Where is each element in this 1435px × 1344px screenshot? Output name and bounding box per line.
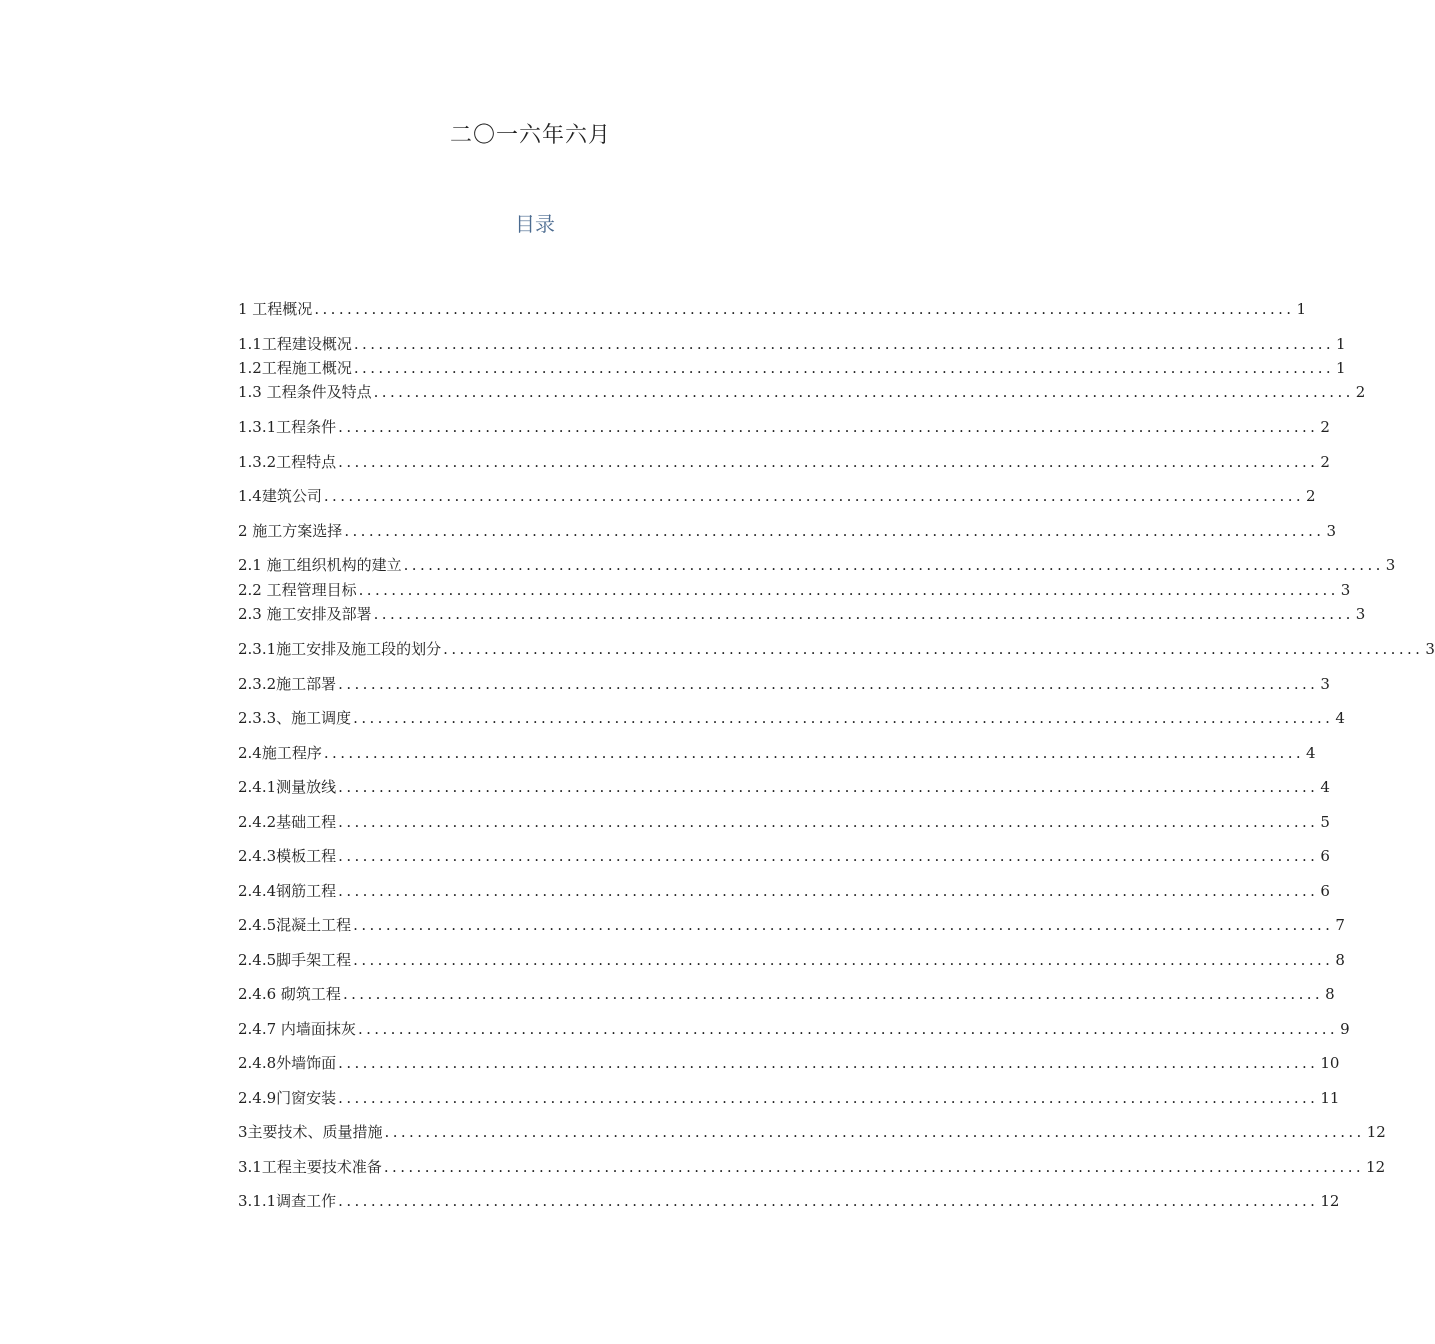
document-date: 二〇一六年六月: [450, 123, 612, 148]
toc-entry[interactable]: [238, 1121, 1386, 1143]
toc-leader-dots: ........................................................................................................................: [314, 300, 1295, 318]
toc-entry[interactable]: [238, 579, 1351, 601]
toc-leader-dots: ........................................................................................................................: [357, 1020, 1339, 1038]
toc-leader-dots: ........................................................................................................................: [443, 640, 1424, 658]
toc-entry[interactable]: [238, 298, 1307, 320]
toc-page-number: 12: [1366, 1123, 1386, 1141]
toc-page-number: 3: [1355, 605, 1366, 623]
toc-page-number: 3: [1340, 581, 1351, 599]
toc-entry-text: 2 施工方案选择: [238, 522, 343, 540]
toc-page-number: 2: [1320, 453, 1330, 471]
toc-title: 目录: [515, 212, 555, 236]
toc-entry[interactable]: [238, 1018, 1350, 1040]
toc-entry-text: 2.4.1测量放线: [238, 778, 337, 796]
toc-leader-dots: ........................................................................................................................: [373, 605, 1354, 623]
toc-page-number: 4: [1306, 744, 1316, 762]
toc-leader-dots: ........................................................................................................................: [338, 1089, 1319, 1107]
toc-entry-text: 1.4建筑公司: [238, 487, 322, 505]
toc-entry[interactable]: [238, 451, 1330, 473]
toc-leader-dots: ........................................................................................................................: [353, 916, 1334, 934]
toc-page-number: 8: [1325, 985, 1335, 1003]
toc-entry-text: 3.1工程主要技术准备: [238, 1158, 382, 1176]
toc-leader-dots: ........................................................................................................................: [338, 1192, 1319, 1210]
toc-page-number: 1: [1336, 359, 1346, 377]
toc-entry[interactable]: [238, 1190, 1340, 1212]
toc-entry-text: 2.4.3模板工程: [238, 847, 337, 865]
toc-entry-text: 2.2 工程管理目标: [238, 581, 357, 599]
toc-entry[interactable]: [238, 983, 1335, 1005]
toc-leader-dots: ........................................................................................................................: [338, 1054, 1319, 1072]
toc-entry-text: 3主要技术、质量措施: [238, 1123, 383, 1141]
toc-entry[interactable]: [238, 416, 1330, 438]
toc-page-number: 2: [1355, 383, 1366, 401]
toc-page-number: 7: [1335, 916, 1345, 934]
toc-page-number: 6: [1320, 882, 1330, 900]
toc-leader-dots: ........................................................................................................................: [338, 418, 1319, 436]
toc-entry[interactable]: [238, 742, 1316, 764]
toc-entry-text: 2.4.5混凝土工程: [238, 916, 352, 934]
toc-leader-dots: ........................................................................................................................: [353, 359, 1335, 377]
toc-page-number: 5: [1320, 813, 1330, 831]
toc-entry-text: 1.3.1工程条件: [238, 418, 337, 436]
toc-entry-text: 2.4.4钢筋工程: [238, 882, 337, 900]
toc-entry[interactable]: [238, 845, 1330, 867]
toc-entry-text: 1.1工程建设概况: [238, 335, 352, 353]
toc-entry-text: 1.3.2工程特点: [238, 453, 337, 471]
toc-entry-text: 2.4.6 砌筑工程: [238, 985, 341, 1003]
toc-leader-dots: ........................................................................................................................: [353, 951, 1334, 969]
toc-leader-dots: ........................................................................................................................: [323, 744, 1305, 762]
toc-page-number: 8: [1335, 951, 1345, 969]
toc-page-number: 11: [1320, 1089, 1340, 1107]
toc-entry[interactable]: [238, 776, 1330, 798]
toc-entry-text: 2.3.3、施工调度: [238, 709, 352, 727]
toc-leader-dots: ........................................................................................................................: [353, 709, 1334, 727]
toc-leader-dots: ........................................................................................................................: [338, 813, 1319, 831]
toc-entry[interactable]: [238, 811, 1330, 833]
toc-page-number: 2: [1306, 487, 1316, 505]
toc-entry-text: 1.3 工程条件及特点: [238, 383, 372, 401]
table-of-contents: [238, 0, 1435, 1344]
toc-entry[interactable]: [238, 520, 1337, 542]
toc-leader-dots: ........................................................................................................................: [323, 487, 1305, 505]
toc-entry-text: 2.4.5脚手架工程: [238, 951, 352, 969]
toc-entry[interactable]: [238, 357, 1346, 379]
toc-entry[interactable]: [238, 673, 1330, 695]
toc-page-number: 4: [1335, 709, 1345, 727]
toc-page-number: 3: [1425, 640, 1435, 658]
toc-page-number: 12: [1366, 1158, 1386, 1176]
toc-entry[interactable]: [238, 333, 1346, 355]
toc-entry-text: 3.1.1调查工作: [238, 1192, 337, 1210]
toc-leader-dots: ........................................................................................................................: [383, 1158, 1365, 1176]
toc-page-number: 9: [1340, 1020, 1350, 1038]
toc-entry-text: 2.4.2基础工程: [238, 813, 337, 831]
toc-entry[interactable]: [238, 381, 1366, 403]
toc-page-number: 12: [1320, 1192, 1340, 1210]
toc-entry-text: 2.4施工程序: [238, 744, 322, 762]
toc-entry-text: 2.3.2施工部署: [238, 675, 337, 693]
toc-entry[interactable]: [238, 485, 1316, 507]
toc-leader-dots: ........................................................................................................................: [338, 453, 1319, 471]
toc-page-number: 6: [1320, 847, 1330, 865]
toc-leader-dots: ........................................................................................................................: [338, 847, 1319, 865]
toc-leader-dots: ........................................................................................................................: [338, 675, 1319, 693]
toc-entry-text: 2.4.9门窗安装: [238, 1089, 337, 1107]
toc-entry[interactable]: [238, 880, 1330, 902]
toc-entry-text: 2.1 施工组织机构的建立: [238, 556, 402, 574]
toc-entry[interactable]: [238, 603, 1366, 625]
toc-entry-text: 1 工程概况: [238, 300, 313, 318]
toc-entry[interactable]: [238, 638, 1435, 660]
toc-entry[interactable]: [238, 1156, 1386, 1178]
toc-page-number: 4: [1320, 778, 1330, 796]
toc-leader-dots: ........................................................................................................................: [338, 778, 1319, 796]
toc-page-number: 1: [1296, 300, 1307, 318]
toc-leader-dots: ........................................................................................................................: [384, 1123, 1365, 1141]
toc-leader-dots: ........................................................................................................................: [342, 985, 1324, 1003]
toc-entry-text: 2.4.7 内墙面抹灰: [238, 1020, 356, 1038]
toc-entry[interactable]: [238, 707, 1345, 729]
toc-leader-dots: ........................................................................................................................: [338, 882, 1319, 900]
toc-page-number: 3: [1326, 522, 1337, 540]
toc-entry[interactable]: [238, 949, 1345, 971]
toc-leader-dots: ........................................................................................................................: [344, 522, 1325, 540]
toc-leader-dots: ........................................................................................................................: [358, 581, 1339, 599]
toc-page-number: 10: [1320, 1054, 1340, 1072]
toc-entry[interactable]: [238, 914, 1345, 936]
toc-entry-text: 2.3 施工安排及部署: [238, 605, 372, 623]
toc-entry[interactable]: [238, 1087, 1340, 1109]
toc-entry[interactable]: [238, 554, 1396, 576]
toc-page-number: 3: [1320, 675, 1330, 693]
toc-page-number: 3: [1385, 556, 1396, 574]
toc-leader-dots: ........................................................................................................................: [403, 556, 1384, 574]
toc-entry-text: 2.3.1施工安排及施工段的划分: [238, 640, 442, 658]
toc-page-number: 2: [1320, 418, 1330, 436]
toc-entry-text: 2.4.8外墙饰面: [238, 1054, 337, 1072]
toc-entry-text: 1.2工程施工概况: [238, 359, 352, 377]
toc-page-number: 1: [1336, 335, 1346, 353]
toc-leader-dots: ........................................................................................................................: [353, 335, 1335, 353]
toc-entry[interactable]: [238, 1052, 1340, 1074]
toc-leader-dots: ........................................................................................................................: [373, 383, 1354, 401]
